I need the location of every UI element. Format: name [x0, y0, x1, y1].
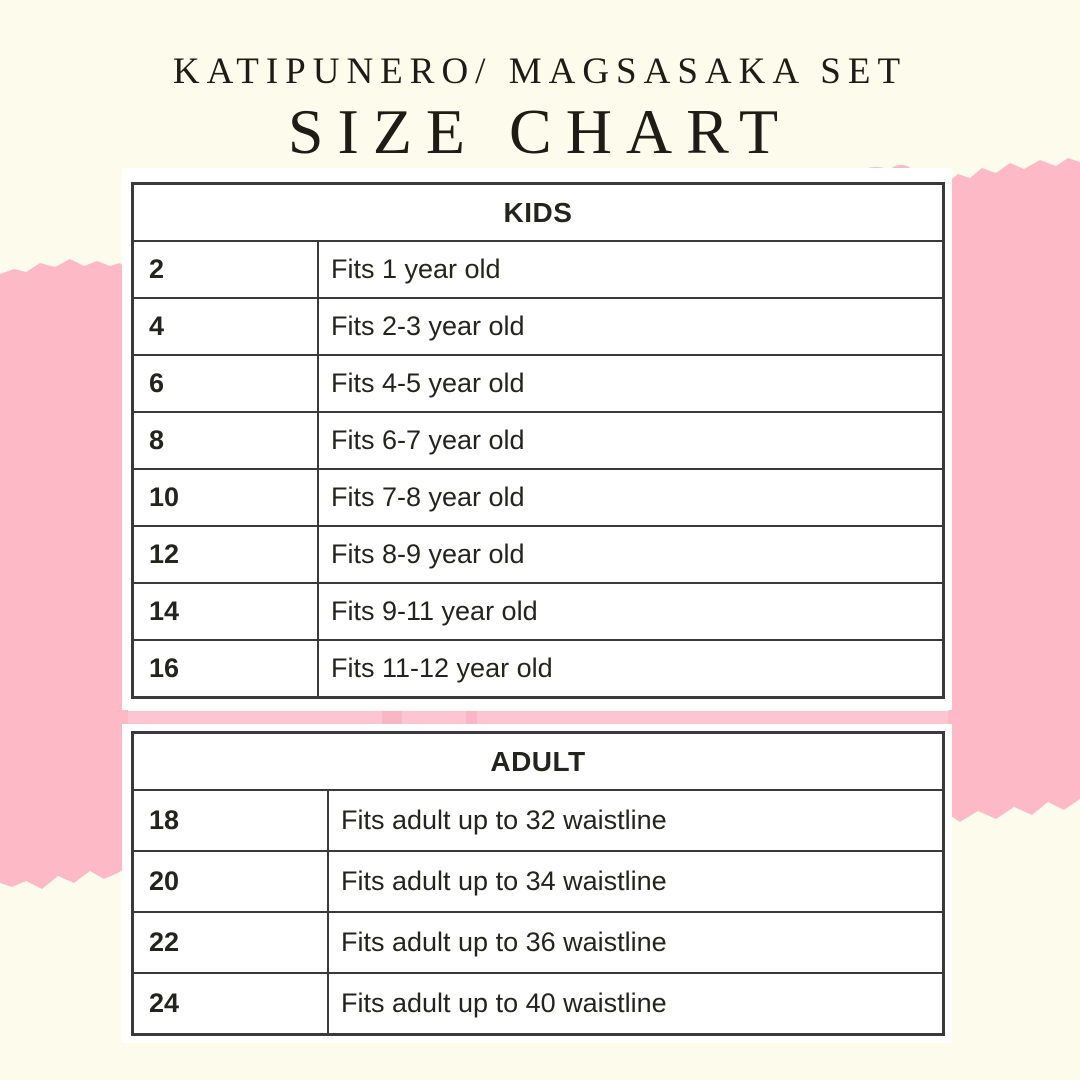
- table-row: [134, 411, 942, 468]
- table-row: [134, 582, 942, 639]
- fit-description: Fits 6-7 year old: [331, 425, 525, 455]
- kids-size-table: [131, 182, 945, 699]
- pink-strip-smudge: [466, 711, 477, 725]
- size-value: 18: [134, 791, 329, 850]
- fit-description: Fits 2-3 year old: [331, 311, 525, 341]
- adult-size-table: [131, 731, 945, 1036]
- table-row: [134, 297, 942, 354]
- kids-table-header: KIDS: [503, 196, 573, 228]
- table-row: [134, 911, 942, 972]
- fit-description: Fits 4-5 year old: [331, 368, 525, 398]
- pink-brushstroke-left: [0, 259, 128, 889]
- size-value: 16: [134, 641, 319, 696]
- size-value: 20: [134, 852, 329, 911]
- size-value: 14: [134, 584, 319, 639]
- table-row: [134, 850, 942, 911]
- page-title: SIZE CHART: [287, 96, 793, 167]
- fit-description: Fits 9-11 year old: [331, 596, 538, 626]
- table-row: [134, 525, 942, 582]
- fit-description: Fits 7-8 year old: [331, 482, 525, 512]
- size-value: 24: [134, 974, 329, 1033]
- table-row: [134, 240, 942, 297]
- table-row: [134, 468, 942, 525]
- table-row: [134, 639, 942, 696]
- table-row: [134, 354, 942, 411]
- size-value: 10: [134, 470, 319, 525]
- size-value: 4: [134, 299, 319, 354]
- fit-description: Fits adult up to 36 waistline: [341, 927, 667, 957]
- fit-description: Fits adult up to 34 waistline: [341, 866, 667, 896]
- fit-description: Fits adult up to 40 waistline: [341, 988, 667, 1018]
- size-value: 2: [134, 242, 319, 297]
- fit-description: Fits adult up to 32 waistline: [341, 805, 667, 835]
- size-value: 22: [134, 913, 329, 972]
- pink-strip-smudge: [382, 711, 402, 725]
- size-value: 8: [134, 413, 319, 468]
- size-value: 6: [134, 356, 319, 411]
- collection-title: KATIPUNERO/ MAGSASAKA SET: [172, 51, 908, 92]
- fit-description: Fits 11-12 year old: [331, 653, 553, 683]
- table-row: [134, 789, 942, 850]
- table-row: [134, 972, 942, 1033]
- fit-description: Fits 8-9 year old: [331, 539, 525, 569]
- fit-description: Fits 1 year old: [331, 254, 501, 284]
- adult-table-header: ADULT: [490, 745, 586, 777]
- pink-strip-between-tables: [0, 711, 1080, 725]
- pink-brushstroke-right: [948, 158, 1080, 822]
- size-value: 12: [134, 527, 319, 582]
